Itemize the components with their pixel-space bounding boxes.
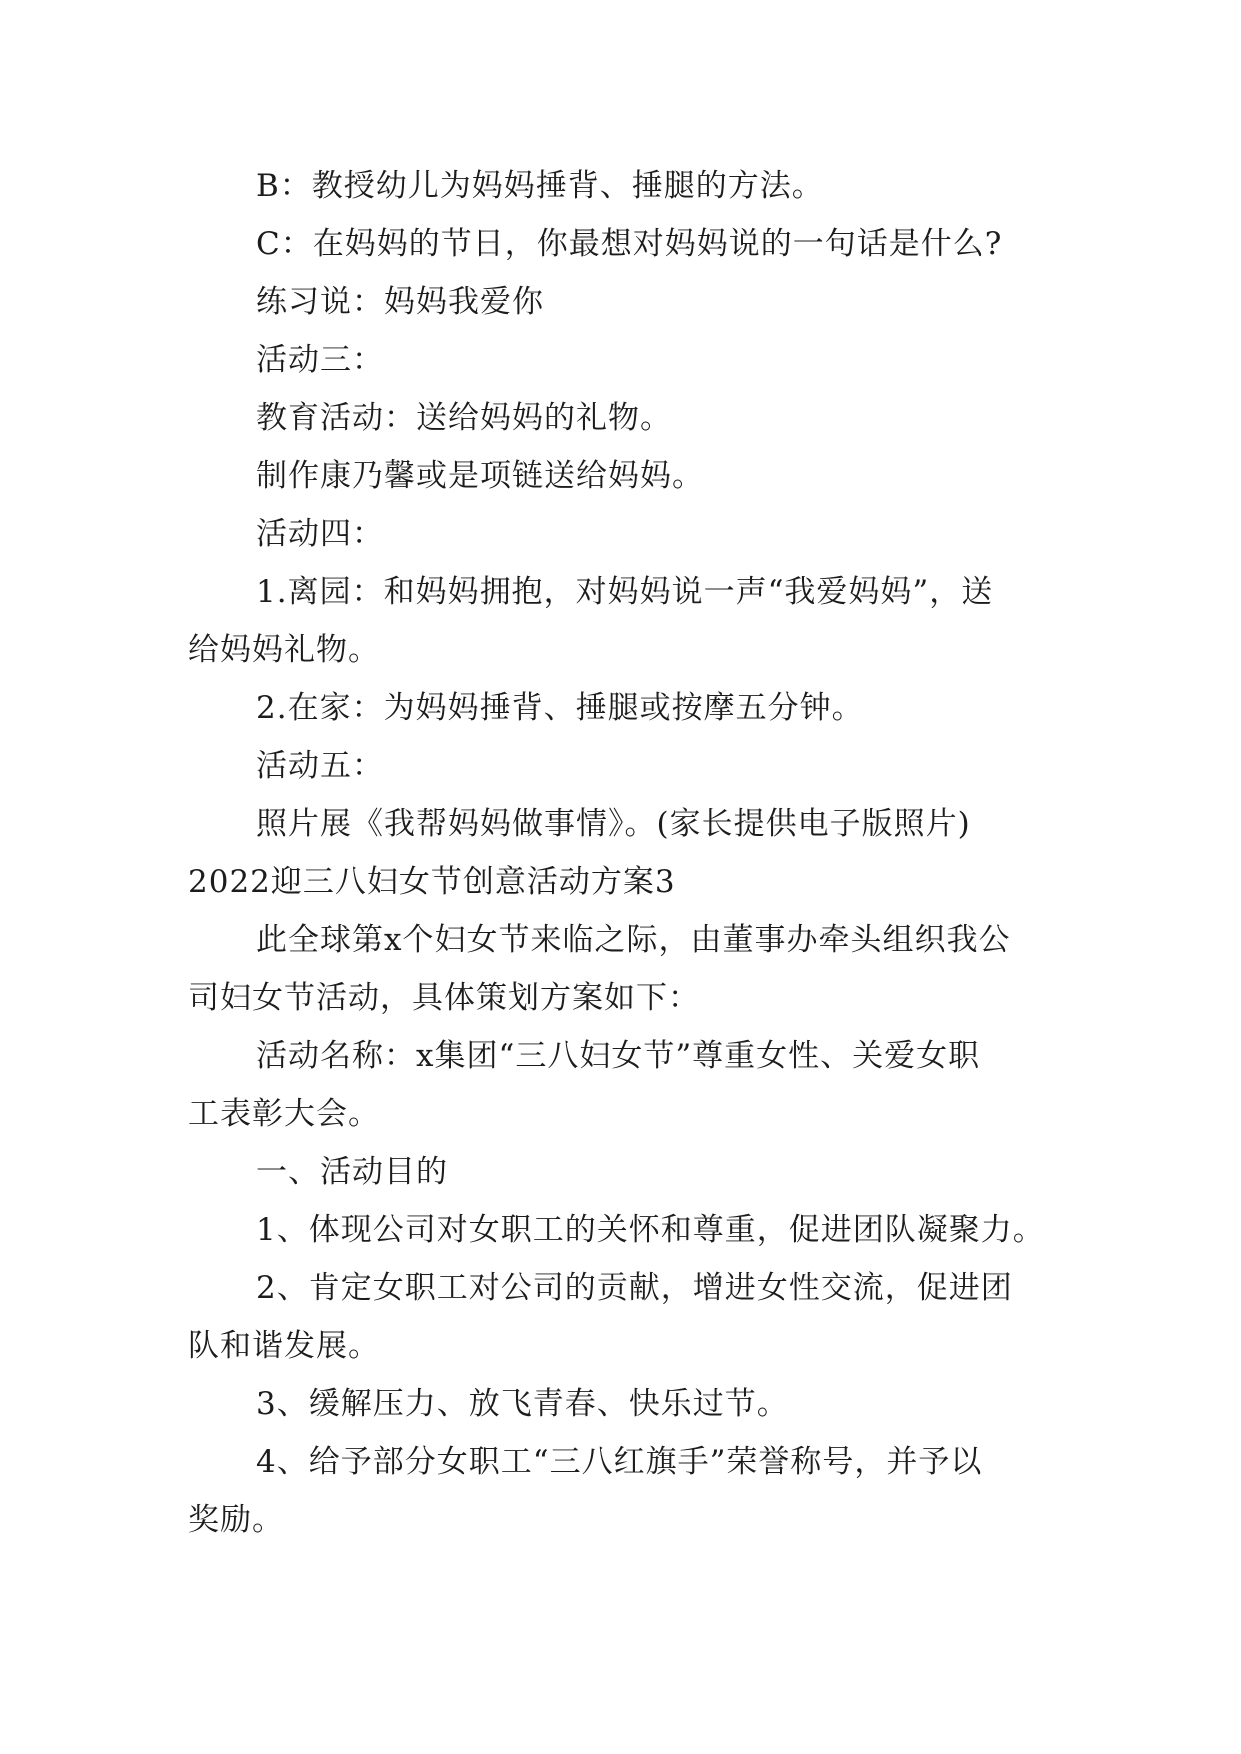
text-line: 2.在家：为妈妈捶背、捶腿或按摩五分钟。 (256, 690, 864, 726)
text-line: 3、缓解压力、放飞青春、快乐过节。 (256, 1386, 789, 1422)
section-heading: 活动四： (256, 516, 384, 552)
text-line: 活动名称：x集团“三八妇女节”尊重女性、关爱女职 (256, 1038, 981, 1074)
text-line: 照片展《我帮妈妈做事情》。(家长提供电子版照片) (256, 806, 971, 842)
text-line: 队和谐发展。 (188, 1328, 380, 1364)
section-heading: 一、活动目的 (256, 1154, 448, 1190)
text-line: 练习说：妈妈我爱你 (256, 284, 544, 320)
text-line: 此全球第x个妇女节来临之际，由董事办牵头组织我公 (256, 922, 1011, 958)
document-title: 2022迎三八妇女节创意活动方案3 (188, 864, 676, 900)
section-heading: 活动三： (256, 342, 384, 378)
text-line: 司妇女节活动，具体策划方案如下： (188, 980, 700, 1016)
text-line: 给妈妈礼物。 (188, 632, 380, 668)
text-line: 1.离园：和妈妈拥抱，对妈妈说一声“我爱妈妈”，送 (256, 574, 994, 610)
text-line: 制作康乃馨或是项链送给妈妈。 (256, 458, 704, 494)
text-line: 1、体现公司对女职工的关怀和尊重，促进团队凝聚力。 (256, 1212, 1045, 1248)
text-line: 奖励。 (188, 1502, 284, 1538)
text-line: 教育活动：送给妈妈的礼物。 (256, 400, 672, 436)
text-line: 工表彰大会。 (188, 1096, 380, 1132)
section-heading: 活动五： (256, 748, 384, 784)
text-line: C：在妈妈的节日，你最想对妈妈说的一句话是什么? (256, 226, 1003, 262)
text-line: 2、肯定女职工对公司的贡献，增进女性交流，促进团 (256, 1270, 1013, 1306)
text-line: B：教授幼儿为妈妈捶背、捶腿的方法。 (256, 168, 824, 204)
text-line: 4、给予部分女职工“三八红旗手”荣誉称号，并予以 (256, 1444, 983, 1480)
